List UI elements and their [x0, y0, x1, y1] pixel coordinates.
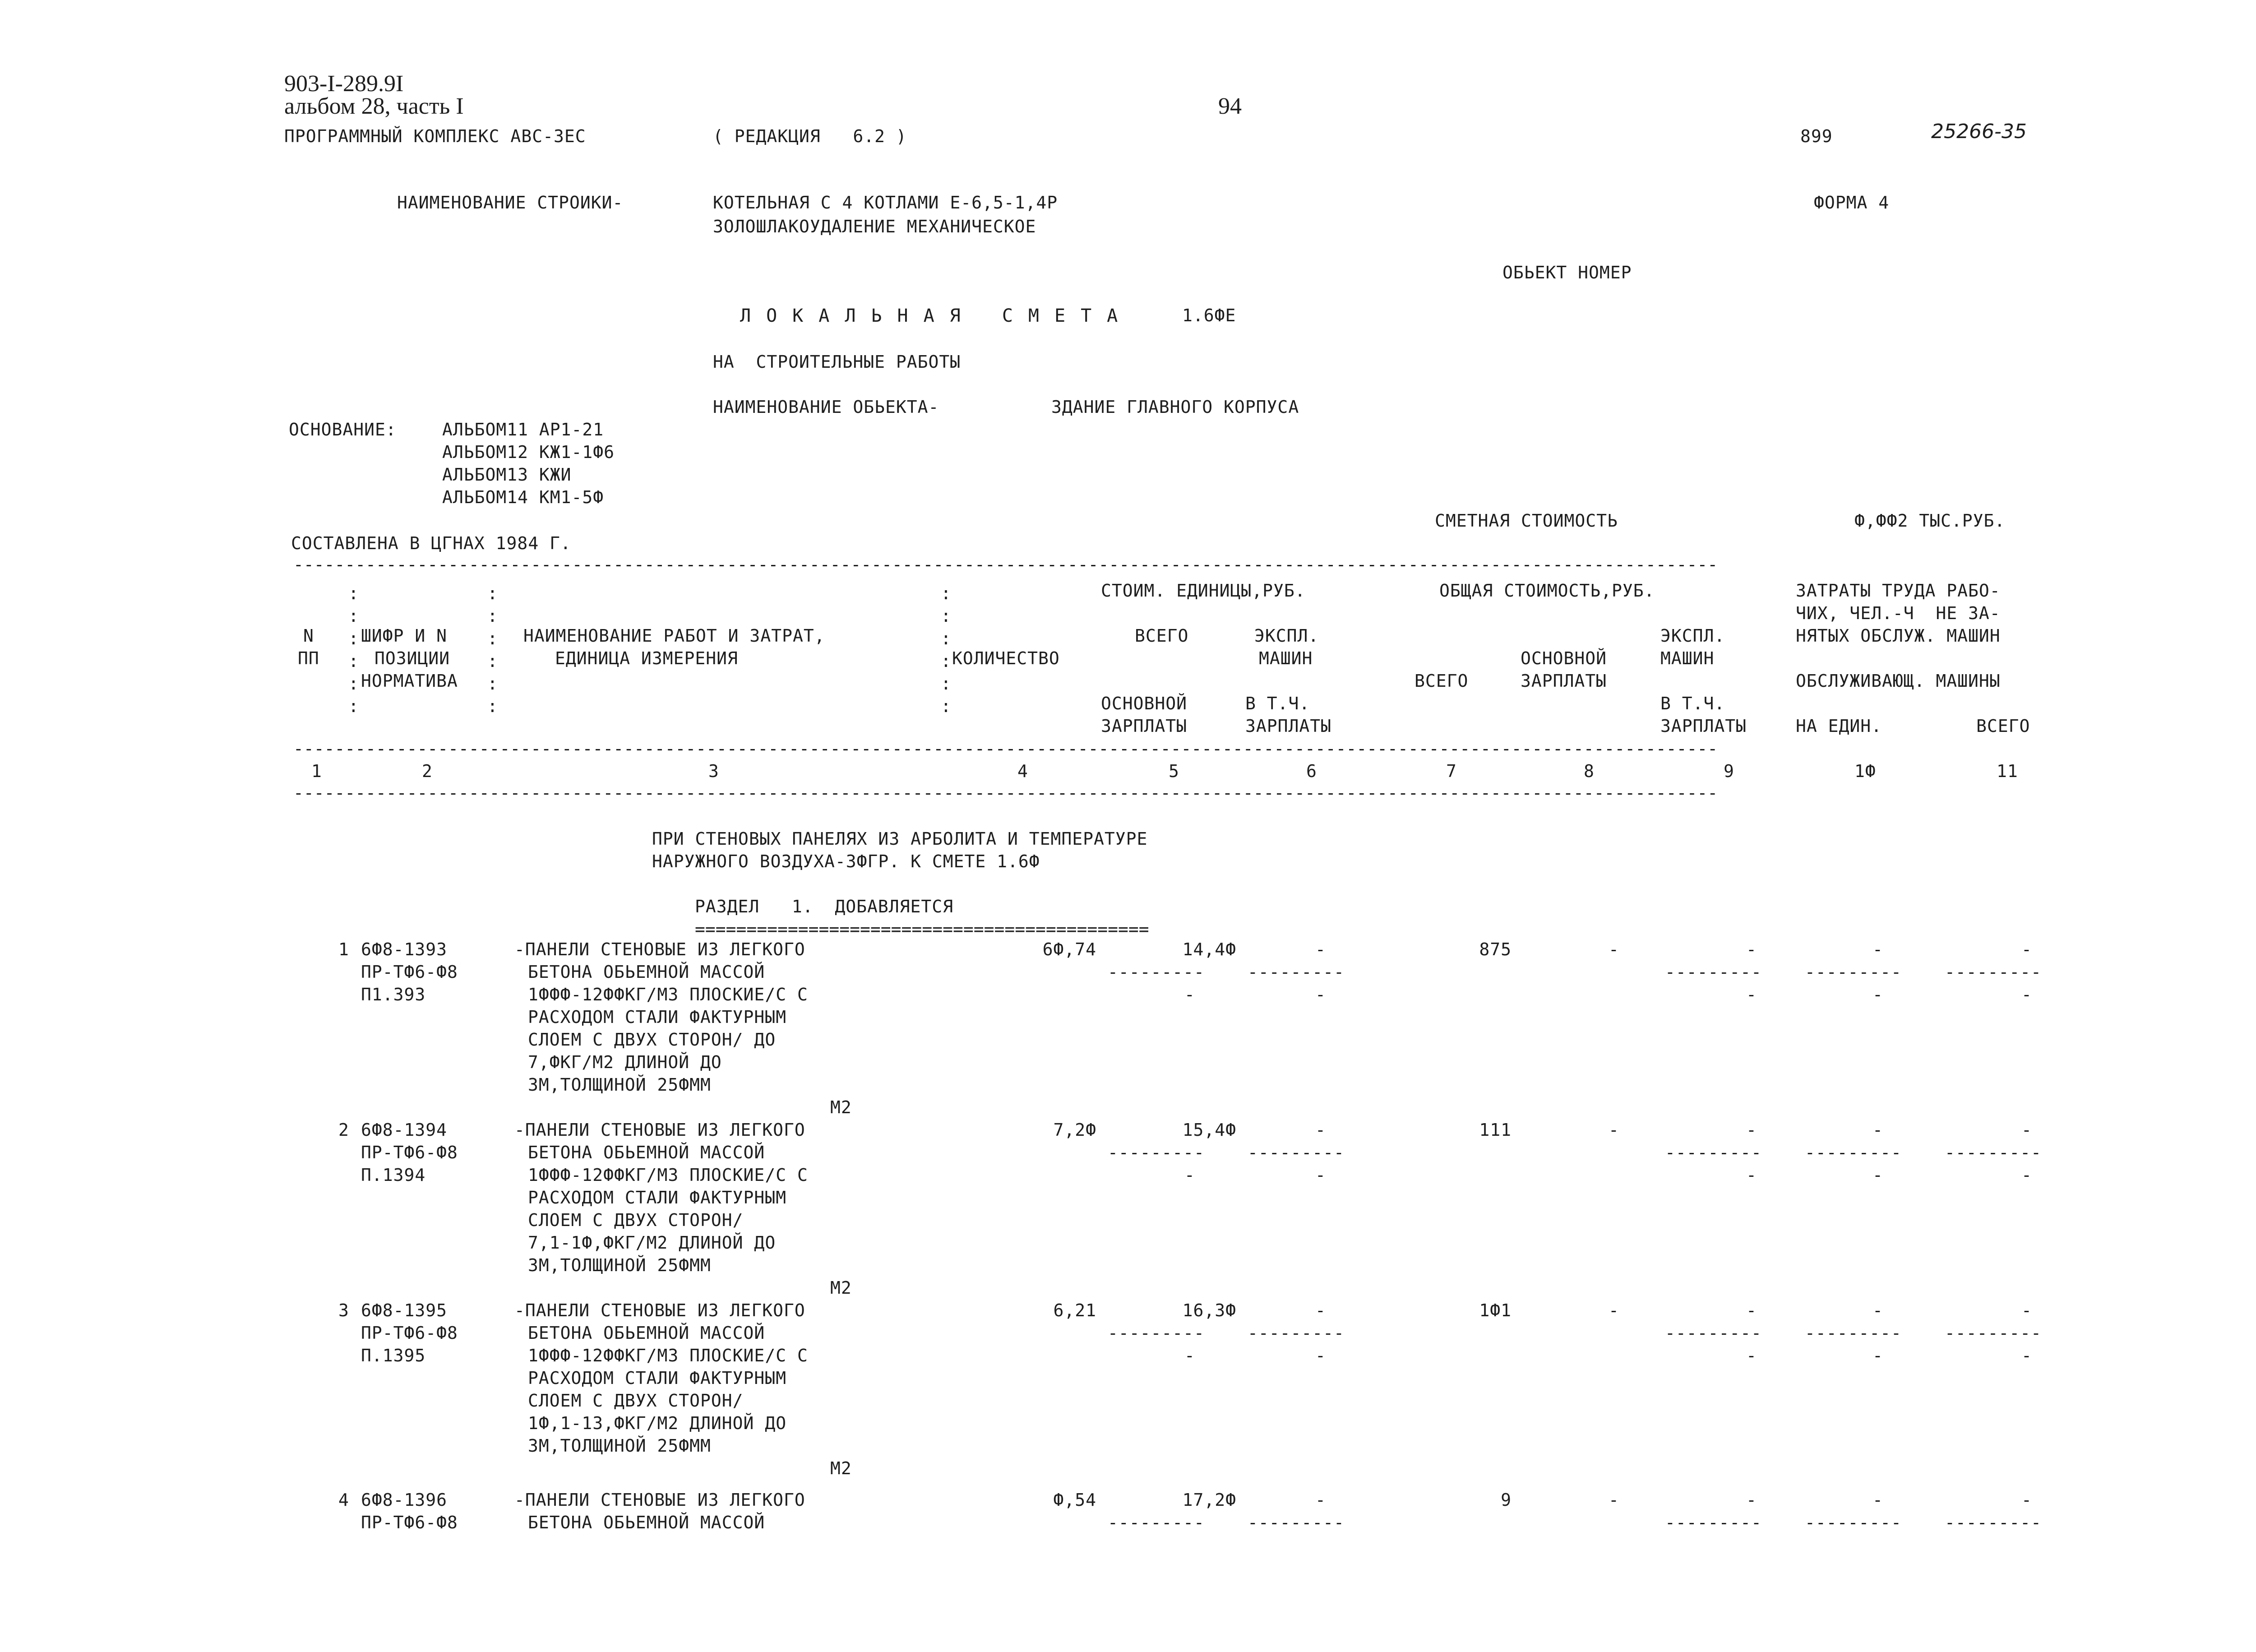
separator-glyph: :	[348, 583, 359, 603]
col-number-10: 1Ф	[1854, 761, 1876, 781]
row-name-line: 3М,ТОЛЩИНОЙ 25ФММ	[528, 1436, 711, 1456]
col-number-2: 2	[422, 761, 433, 781]
col-number-5: 5	[1169, 761, 1179, 781]
total-incl-label-2: ЗАРПЛАТЫ	[1660, 716, 1747, 736]
row-total-wage: -	[1609, 939, 1619, 959]
row-labor-total-2: -	[2021, 1346, 2032, 1365]
estimated-cost-value: Ф,ФФ2 ТЫС.РУБ.	[1854, 511, 2006, 531]
row-labor-per-unit-2: -	[1872, 1346, 1883, 1365]
separator-glyph: :	[941, 696, 952, 716]
row-name-line: 3М,ТОЛЩИНОЙ 25ФММ	[528, 1255, 711, 1275]
sheet-number: 899	[1800, 126, 1833, 146]
row-total-subrule: ---------	[1805, 1323, 1902, 1343]
row-unit-subrule: ---------	[1108, 1323, 1205, 1343]
row-number: 4	[338, 1490, 349, 1510]
row-code: П.1394	[361, 1165, 426, 1185]
separator-glyph: :	[941, 629, 952, 648]
total-wage-label-1: ОСНОВНОЙ	[1521, 648, 1607, 668]
row-name-line: БЕТОНА ОБЬЕМНОЙ МАССОЙ	[528, 1143, 765, 1162]
labor-label-1: ЗАТРАТЫ ТРУДА РАБО-	[1796, 581, 2001, 601]
row-code: 6Ф8-1393	[361, 939, 448, 959]
row-code: ПР-ТФ6-Ф8	[361, 1323, 458, 1343]
row-unit: М2	[830, 1097, 852, 1117]
col-code-label-2: ПОЗИЦИИ	[374, 648, 450, 668]
row-total-machines: -	[1746, 1300, 1757, 1320]
row-total-subrule: ---------	[1945, 1513, 2042, 1532]
separator-glyph: :	[941, 674, 952, 694]
edition: ( РЕДАКЦИЯ 6.2 )	[713, 126, 907, 146]
separator-glyph: :	[348, 674, 359, 694]
row-unit-subrule: ---------	[1248, 962, 1345, 982]
row-code: 6Ф8-1396	[361, 1490, 448, 1510]
separator-glyph: :	[348, 629, 359, 648]
row-total-wage: -	[1609, 1300, 1619, 1320]
section-underline: ============================================	[695, 921, 1149, 938]
header-bottom-rule: ------------------------------------------------------------------------------------------------------------------------------------------	[293, 784, 1718, 801]
row-name-line: -ПАНЕЛИ СТЕНОВЫЕ ИЗ ЛЕГКОГО	[514, 939, 805, 959]
header-mid-rule: ------------------------------------------------------------------------------------------------------------------------------------------	[293, 740, 1718, 757]
row-unit-price: 14,4Ф	[1182, 939, 1236, 959]
col-code-label-1: ШИФР И N	[361, 626, 448, 646]
row-total-wage: -	[1609, 1490, 1619, 1510]
basis-album-14: АЛЬБОМ14 КМ1-5Ф	[442, 487, 604, 507]
labor-label-4: ОБСЛУЖИВАЮЩ. МАШИНЫ	[1796, 671, 2001, 691]
col-code-label-3: НОРМАТИВА	[361, 671, 458, 691]
row-code: ПР-ТФ6-Ф8	[361, 962, 458, 982]
document-title-number: 1.6ФЕ	[1182, 305, 1236, 325]
separator-glyph: :	[941, 583, 952, 603]
col-number-6: 6	[1306, 761, 1317, 781]
row-name-line: 7,1-1Ф,ФКГ/М2 ДЛИНОЙ ДО	[528, 1233, 776, 1253]
row-total-subrule: ---------	[1945, 1143, 2042, 1162]
separator-glyph: :	[487, 651, 498, 671]
col-number-1: 1	[311, 761, 322, 781]
row-total-subrule: ---------	[1805, 1143, 1902, 1162]
row-labor-total-2: -	[2021, 1165, 2032, 1185]
unit-cost-label: СТОИМ. ЕДИНИЦЫ,РУБ.	[1101, 581, 1306, 601]
row-name-line: -ПАНЕЛИ СТЕНОВЫЕ ИЗ ЛЕГКОГО	[514, 1120, 805, 1140]
row-total-subrule: ---------	[1665, 1143, 1762, 1162]
separator-glyph: :	[941, 651, 952, 671]
row-name-line: -ПАНЕЛИ СТЕНОВЫЕ ИЗ ЛЕГКОГО	[514, 1490, 805, 1510]
row-name-line: РАСХОДОМ СТАЛИ ФАКТУРНЫМ	[528, 1188, 787, 1208]
row-labor-total: -	[2021, 1300, 2032, 1320]
row-name-line: СЛОЕМ С ДВУХ СТОРОН/	[528, 1391, 744, 1411]
separator-col-2	[487, 582, 498, 717]
section-heading: РАЗДЕЛ 1. ДОБАВЛЯЕТСЯ	[695, 897, 954, 916]
unit-incl-label-2: ЗАРПЛАТЫ	[1245, 716, 1332, 736]
section-note-line2: НАРУЖНОГО ВОЗДУХА-3ФГР. К СМЕТЕ 1.6Ф	[652, 851, 1040, 871]
construction-name-line1: КОТЕЛЬНАЯ С 4 КОТЛАМИ Е-6,5-1,4Р	[713, 193, 1058, 213]
row-unit-subrule: ---------	[1108, 1143, 1205, 1162]
row-name-line: 7,ФКГ/М2 ДЛИНОЙ ДО	[528, 1052, 722, 1072]
row-name-line: 3М,ТОЛЩИНОЙ 25ФММ	[528, 1075, 711, 1095]
total-wage-label-2: ЗАРПЛАТЫ	[1521, 671, 1607, 691]
object-number-label: ОБЬЕКТ НОМЕР	[1502, 263, 1632, 282]
unit-wage-label-1: ОСНОВНОЙ	[1101, 694, 1188, 713]
col-number-3: 3	[708, 761, 719, 781]
separator-col-3	[941, 582, 952, 717]
row-labor-per-unit: -	[1872, 1300, 1883, 1320]
row-total-incl-wage: -	[1746, 1165, 1757, 1185]
row-unit-wage: -	[1184, 1346, 1195, 1365]
row-total-subrule: ---------	[1665, 1513, 1762, 1532]
row-name-line: -ПАНЕЛИ СТЕНОВЫЕ ИЗ ЛЕГКОГО	[514, 1300, 805, 1320]
row-total-subrule: ---------	[1945, 962, 2042, 982]
col-number-7: 7	[1446, 761, 1457, 781]
col-number-4: 4	[1017, 761, 1028, 781]
row-name-line: СЛОЕМ С ДВУХ СТОРОН/ ДО	[528, 1030, 776, 1050]
row-labor-total-2: -	[2021, 985, 2032, 1004]
row-unit-price: 17,2Ф	[1182, 1490, 1236, 1510]
row-unit: М2	[830, 1278, 852, 1298]
basis-album-13: АЛЬБОМ13 КЖИ	[442, 465, 572, 485]
row-total-subrule: ---------	[1665, 1323, 1762, 1343]
row-code: П1.393	[361, 985, 426, 1004]
row-number: 1	[338, 939, 349, 959]
separator-glyph: :	[487, 606, 498, 626]
row-code: ПР-ТФ6-Ф8	[361, 1513, 458, 1532]
row-name-line: 1ФФФ-12ФФКГ/М3 ПЛОСКИЕ/С С	[528, 985, 808, 1004]
works-type: НА СТРОИТЕЛЬНЫЕ РАБОТЫ	[713, 352, 961, 372]
page-number: 94	[1218, 93, 1242, 119]
row-name-line: РАСХОДОМ СТАЛИ ФАКТУРНЫМ	[528, 1368, 787, 1388]
row-total-subrule: ---------	[1945, 1323, 2042, 1343]
col-name-label-2: ЕДИНИЦА ИЗМЕРЕНИЯ	[555, 648, 738, 668]
program-complex: ПРОГРАММНЫЙ КОМПЛЕКС АВС-ЗЕС	[284, 126, 586, 146]
total-machines-label-1: ЭКСПЛ.	[1660, 626, 1725, 646]
separator-glyph: :	[487, 583, 498, 603]
separator-glyph: :	[941, 606, 952, 626]
basis-album-11: АЛЬБОМ11 АР1-21	[442, 420, 604, 440]
basis-album-12: АЛЬБОМ12 КЖ1-1Ф6	[442, 442, 615, 462]
row-code: 6Ф8-1395	[361, 1300, 448, 1320]
object-label: НАИМЕНОВАНИЕ ОБЬЕКТА-	[713, 397, 939, 417]
row-labor-total: -	[2021, 939, 2032, 959]
row-name-line: БЕТОНА ОБЬЕМНОЙ МАССОЙ	[528, 1513, 765, 1532]
unit-total-label: ВСЕГО	[1135, 626, 1189, 646]
separator-glyph: :	[487, 629, 498, 648]
section-note-line1: ПРИ СТЕНОВЫХ ПАНЕЛЯХ ИЗ АРБОЛИТА И ТЕМПЕРАТУРЕ	[652, 829, 1148, 849]
row-unit-machines: -	[1315, 1490, 1326, 1510]
separator-glyph: :	[348, 606, 359, 626]
unit-machines-label-2: МАШИН	[1259, 648, 1313, 668]
row-name-line: БЕТОНА ОБЬЕМНОЙ МАССОЙ	[528, 962, 765, 982]
col-n-label: N	[303, 626, 314, 646]
row-total-cost: 1Ф1	[1479, 1300, 1512, 1320]
row-unit-machines: -	[1315, 939, 1326, 959]
document-number: 903-I-289.9I	[284, 71, 404, 97]
row-name-line: СЛОЕМ С ДВУХ СТОРОН/	[528, 1210, 744, 1230]
labor-label-3: НЯТЫХ ОБСЛУЖ. МАШИН	[1796, 626, 2001, 646]
row-unit-subrule: ---------	[1248, 1513, 1345, 1532]
row-unit-price: 15,4Ф	[1182, 1120, 1236, 1140]
row-total-subrule: ---------	[1665, 962, 1762, 982]
row-total-machines: -	[1746, 1490, 1757, 1510]
row-unit-machines: -	[1315, 1300, 1326, 1320]
unit-machines-label-1: ЭКСПЛ.	[1254, 626, 1319, 646]
album-part: альбом 28, часть I	[284, 93, 464, 119]
row-code: 6Ф8-1394	[361, 1120, 448, 1140]
row-name-line: БЕТОНА ОБЬЕМНОЙ МАССОЙ	[528, 1323, 765, 1343]
basis-label: ОСНОВАНИЕ:	[289, 420, 397, 440]
row-quantity: Ф,54	[1053, 1490, 1096, 1510]
row-quantity: 6Ф,74	[1042, 939, 1096, 959]
row-quantity: 6,21	[1053, 1300, 1096, 1320]
row-total-machines: -	[1746, 939, 1757, 959]
row-code: П.1395	[361, 1346, 426, 1365]
labor-per-unit-label: НА ЕДИН.	[1796, 716, 1882, 736]
row-labor-total: -	[2021, 1490, 2032, 1510]
row-total-subrule: ---------	[1805, 962, 1902, 982]
row-labor-per-unit-2: -	[1872, 985, 1883, 1004]
form-number: ФОРМА 4	[1814, 193, 1890, 213]
col-number-9: 9	[1724, 761, 1734, 781]
row-unit-incl-wage: -	[1315, 985, 1326, 1004]
row-number: 2	[338, 1120, 349, 1140]
row-unit-subrule: ---------	[1108, 1513, 1205, 1532]
row-total-incl-wage: -	[1746, 1346, 1757, 1365]
row-total-cost: 875	[1479, 939, 1512, 959]
row-code: ПР-ТФ6-Ф8	[361, 1143, 458, 1162]
row-labor-per-unit: -	[1872, 939, 1883, 959]
unit-incl-label-1: В Т.Ч.	[1245, 694, 1310, 713]
separator-glyph: :	[487, 696, 498, 716]
compiled-in-prices: СОСТАВЛЕНА В ЦГНАХ 1984 Г.	[291, 533, 571, 553]
row-total-wage: -	[1609, 1120, 1619, 1140]
row-unit-incl-wage: -	[1315, 1346, 1326, 1365]
row-quantity: 7,2Ф	[1053, 1120, 1096, 1140]
row-labor-total: -	[2021, 1120, 2032, 1140]
labor-total-label: ВСЕГО	[1976, 716, 2030, 736]
document-title: ЛОКАЛЬНАЯ СМЕТА	[740, 305, 1133, 326]
row-unit-wage: -	[1184, 1165, 1195, 1185]
row-unit-subrule: ---------	[1108, 962, 1205, 982]
row-labor-per-unit-2: -	[1872, 1165, 1883, 1185]
col-pp-label: ПП	[298, 648, 319, 668]
row-number: 3	[338, 1300, 349, 1320]
object-name: ЗДАНИЕ ГЛАВНОГО КОРПУСА	[1051, 397, 1299, 417]
total-machines-label-2: МАШИН	[1660, 648, 1715, 668]
separator-glyph: :	[348, 696, 359, 716]
col-quantity-label: КОЛИЧЕСТВО	[952, 648, 1060, 668]
row-unit: М2	[830, 1458, 852, 1478]
row-unit-machines: -	[1315, 1120, 1326, 1140]
row-unit-price: 16,3Ф	[1182, 1300, 1236, 1320]
row-total-cost: 9	[1501, 1490, 1512, 1510]
row-unit-incl-wage: -	[1315, 1165, 1326, 1185]
row-name-line: РАСХОДОМ СТАЛИ ФАКТУРНЫМ	[528, 1007, 787, 1027]
row-total-incl-wage: -	[1746, 985, 1757, 1004]
col-number-11: 11	[1997, 761, 2018, 781]
header-top-rule: ------------------------------------------------------------------------------------------------------------------------------------------	[293, 556, 1718, 573]
total-all-label: ВСЕГО	[1415, 671, 1469, 691]
total-incl-label-1: В Т.Ч.	[1660, 694, 1725, 713]
row-labor-per-unit: -	[1872, 1490, 1883, 1510]
total-cost-label: ОБЩАЯ СТОИМОСТЬ,РУБ.	[1439, 581, 1655, 601]
labor-label-2: ЧИХ, ЧЕЛ.-Ч НЕ ЗА-	[1796, 603, 2001, 623]
row-name-line: 1ФФФ-12ФФКГ/М3 ПЛОСКИЕ/С С	[528, 1165, 808, 1185]
separator-col-1	[348, 582, 359, 717]
stamp-number: 25266-35	[1931, 120, 2027, 143]
separator-glyph: :	[348, 651, 359, 671]
row-unit-subrule: ---------	[1248, 1143, 1345, 1162]
row-total-machines: -	[1746, 1120, 1757, 1140]
unit-wage-label-2: ЗАРПЛАТЫ	[1101, 716, 1188, 736]
separator-glyph: :	[487, 674, 498, 694]
row-labor-per-unit: -	[1872, 1120, 1883, 1140]
row-unit-subrule: ---------	[1248, 1323, 1345, 1343]
construction-name-line2: ЗОЛОШЛАКОУДАЛЕНИЕ МЕХАНИЧЕСКОЕ	[713, 217, 1036, 236]
col-number-8: 8	[1584, 761, 1595, 781]
col-name-label-1: НАИМЕНОВАНИЕ РАБОТ И ЗАТРАТ,	[523, 626, 825, 646]
row-total-subrule: ---------	[1805, 1513, 1902, 1532]
row-unit-wage: -	[1184, 985, 1195, 1004]
row-name-line: 1Ф,1-13,ФКГ/М2 ДЛИНОЙ ДО	[528, 1413, 787, 1433]
estimated-cost-label: СМЕТНАЯ СТОИМОСТЬ	[1435, 511, 1618, 531]
row-name-line: 1ФФФ-12ФФКГ/М3 ПЛОСКИЕ/С С	[528, 1346, 808, 1365]
construction-label: НАИМЕНОВАНИЕ СТРОИКИ-	[397, 193, 624, 213]
row-total-cost: 111	[1479, 1120, 1512, 1140]
